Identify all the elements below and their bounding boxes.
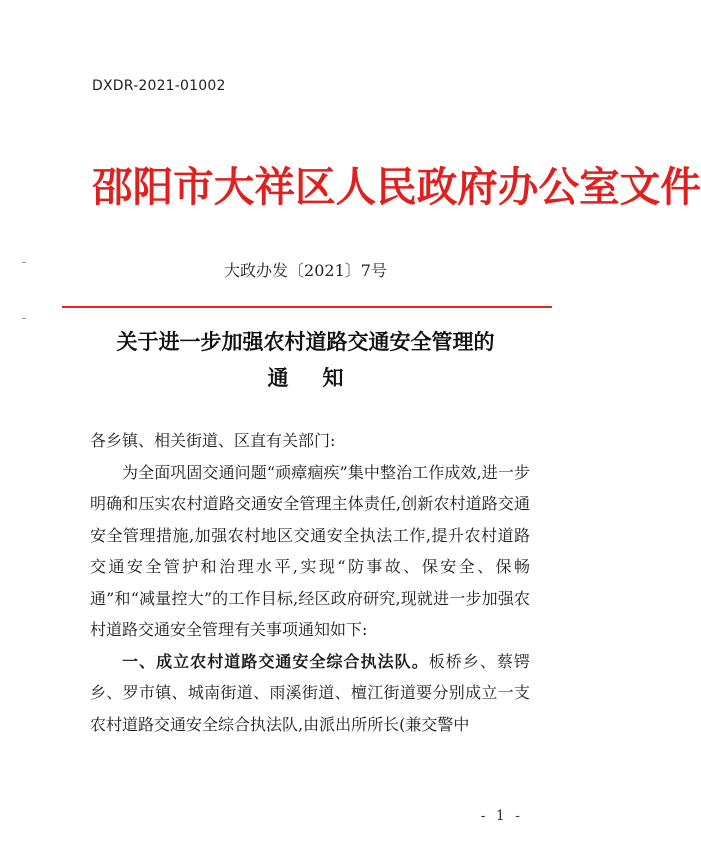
notice-title-line2: 通知 xyxy=(267,365,378,390)
document-code: DXDR-2021-01002 xyxy=(92,78,226,94)
salutation: 各乡镇、相关街道、区直有关部门: xyxy=(90,431,336,450)
page-number: - 1 - xyxy=(480,808,523,824)
notice-body xyxy=(90,425,530,740)
section-heading: 一、成立农村道路交通安全综合执法队。 xyxy=(122,651,429,671)
body-paragraph: 为全面巩固交通问题“顽瘴痼疾”集中整治工作成效,进一步明确和压实农村道路交通安全管理主体责任,创新农村道路交通安全管理措施,加强农村地区交通安全执法工作,提升农村道路交通安全管护和治理水平,实现“防事故、保安全、保畅通”和“减量控大”的工作目标,经区政府研究,现就进一步加强农村道路交通安全管理有关事项通知如下: xyxy=(90,462,530,639)
document-number: 大政办发〔2021〕7号 xyxy=(224,261,387,280)
scan-mark xyxy=(22,318,26,319)
notice-title-line1: 关于进一步加强农村道路交通安全管理的 xyxy=(116,329,495,354)
section-text: 板桥乡、蔡锷乡、罗市镇、城南街道、雨溪街道、檀江街道要分别成立一支农村道路交通安全综合执法队,由派出所所长(兼交警中 xyxy=(90,651,530,734)
scan-mark xyxy=(22,262,26,263)
masthead-title: 邵阳市大祥区人民政府办公室文件 xyxy=(92,163,701,211)
notice-title xyxy=(0,324,611,396)
section-paragraph xyxy=(90,646,530,741)
red-divider xyxy=(62,306,552,308)
